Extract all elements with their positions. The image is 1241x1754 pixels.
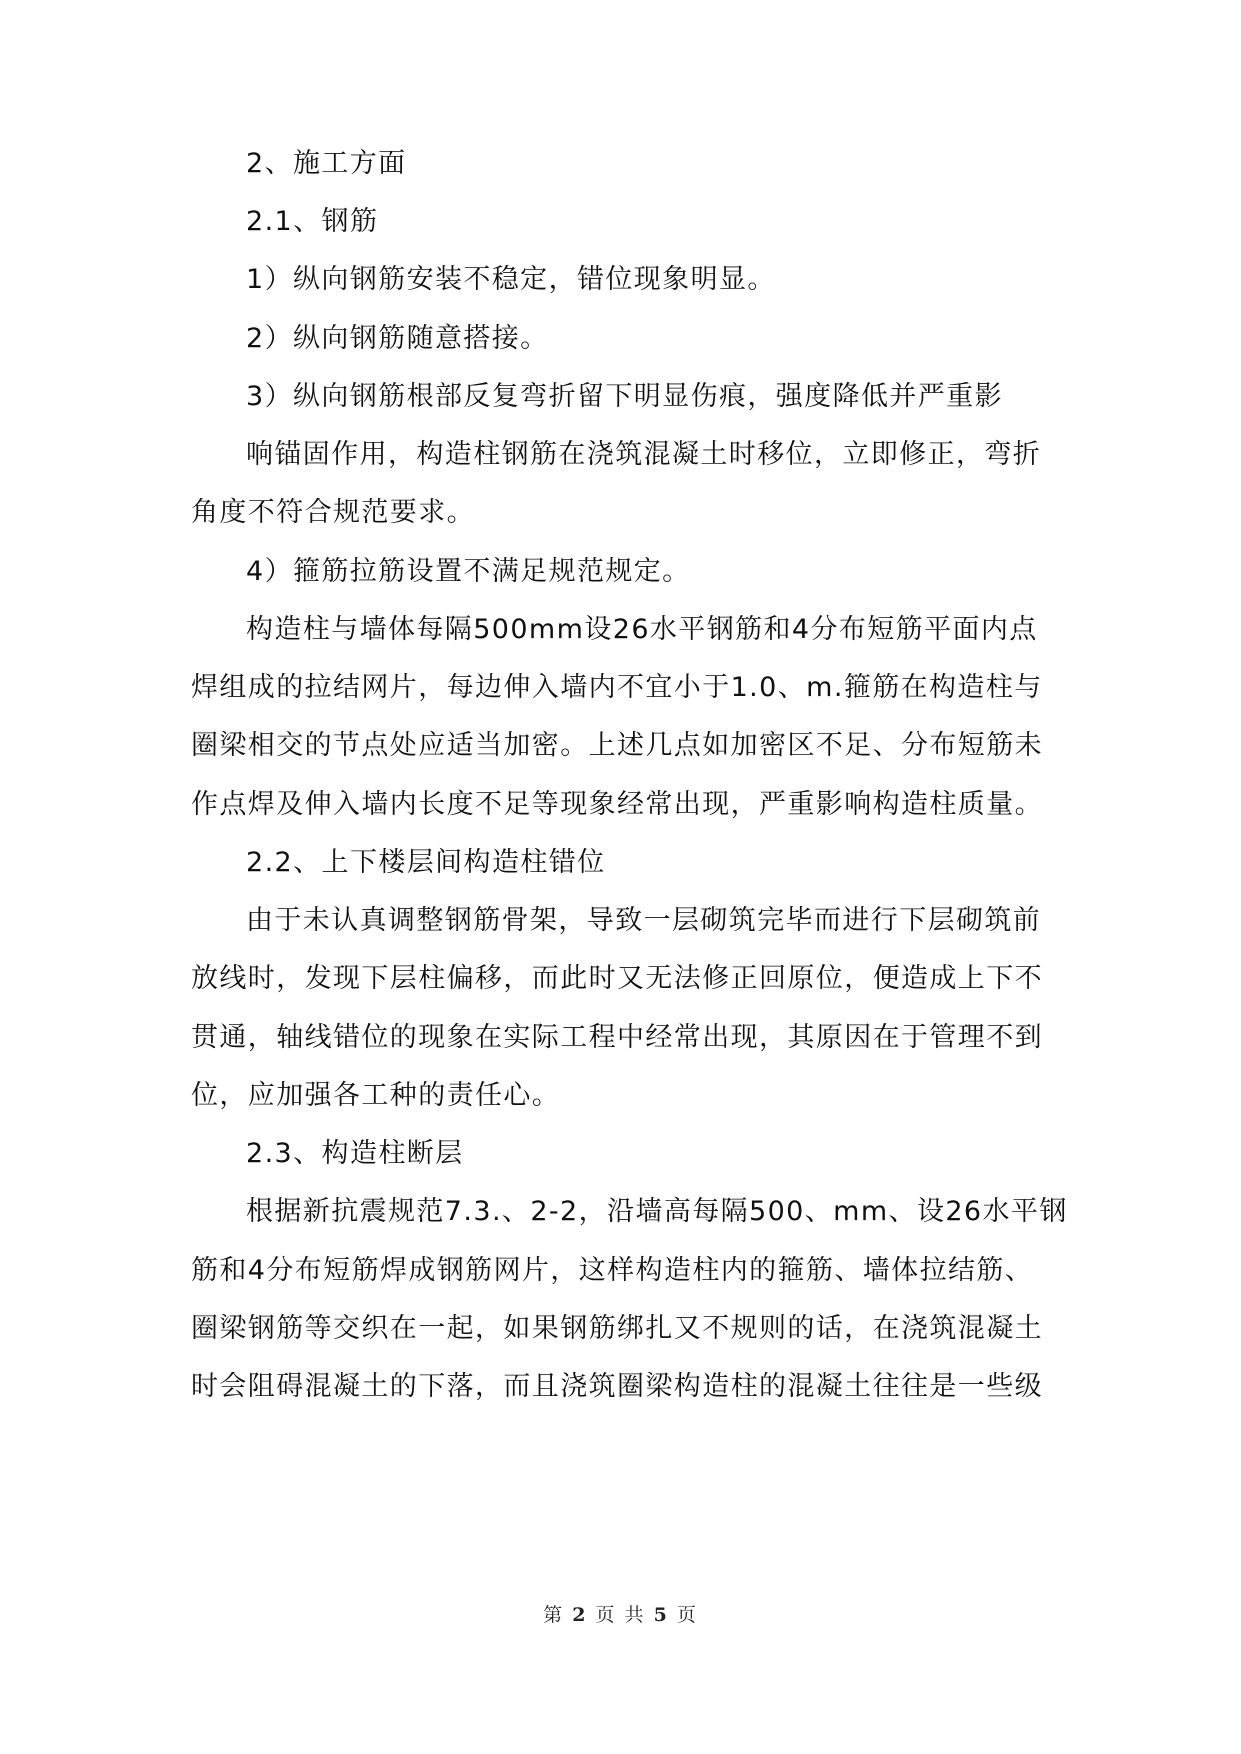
- paragraph-2-line-1: 由于未认真调整钢筋骨架，导致一层砌筑完毕而进行下层砌筑前: [246, 905, 1042, 936]
- list-item-3-line-3: 角度不符合规范要求。: [191, 497, 475, 528]
- page-footer: [0, 1600, 1241, 1627]
- paragraph-1-line-2: 焊组成的拉结网片，每边伸入墙内不宜小于1.0、m.箍筋在构造柱与: [191, 672, 1043, 703]
- paragraph-3-line-3: 圈梁钢筋等交织在一起，如果钢筋绑扎又不规则的话，在浇筑混凝土: [191, 1313, 1043, 1344]
- subsection-heading-misalignment: 2.2、上下楼层间构造柱错位: [246, 847, 606, 878]
- paragraph-3-line-4: 时会阻碍混凝土的下落，而且浇筑圈梁构造柱的混凝土往往是一些级: [191, 1371, 1043, 1402]
- subsection-heading-rebar: 2.1、钢筋: [246, 206, 379, 237]
- footer-suffix: 页: [676, 1604, 698, 1626]
- paragraph-3-line-1: 根据新抗震规范7.3.、2-2，沿墙高每隔500、mm、设26水平钢: [246, 1196, 1068, 1227]
- list-item-2: 2）纵向钢筋随意搭接。: [246, 323, 549, 354]
- footer-prefix: 第: [543, 1604, 565, 1626]
- paragraph-1-line-3: 圈梁相交的节点处应适当加密。上述几点如加密区不足、分布短筋未: [191, 730, 1043, 761]
- current-page-number: 2: [572, 1604, 588, 1626]
- footer-middle: 页 共: [595, 1604, 646, 1626]
- paragraph-2-line-3: 贯通，轴线错位的现象在实际工程中经常出现，其原因在于管理不到: [191, 1022, 1043, 1053]
- paragraph-2-line-2: 放线时，发现下层柱偏移，而此时又无法修正回原位，便造成上下不: [191, 963, 1043, 994]
- list-item-3-line-2: 响锚固作用，构造柱钢筋在浇筑混凝土时移位，立即修正，弯折: [246, 439, 1042, 470]
- subsection-heading-fault: 2.3、构造柱断层: [246, 1138, 464, 1169]
- paragraph-1-line-1: 构造柱与墙体每隔500mm设26水平钢筋和4分布短筋平面内点: [246, 614, 1038, 645]
- list-item-3-line-1: 3）纵向钢筋根部反复弯折留下明显伤痕，强度降低并严重影: [246, 381, 1003, 412]
- total-pages-number: 5: [653, 1604, 669, 1626]
- list-item-4: 4）箍筋拉筋设置不满足规范规定。: [246, 556, 691, 587]
- section-heading: 2、施工方面: [246, 148, 407, 179]
- paragraph-3-line-2: 筋和4分布短筋焊成钢筋网片，这样构造柱内的箍筋、墙体拉结筋、: [191, 1255, 1034, 1286]
- paragraph-2-line-4: 位，应加强各工种的责任心。: [191, 1080, 561, 1111]
- paragraph-1-line-4: 作点焊及伸入墙内长度不足等现象经常出现，严重影响构造柱质量。: [191, 789, 1043, 820]
- list-item-1: 1）纵向钢筋安装不稳定，错位现象明显。: [246, 264, 776, 295]
